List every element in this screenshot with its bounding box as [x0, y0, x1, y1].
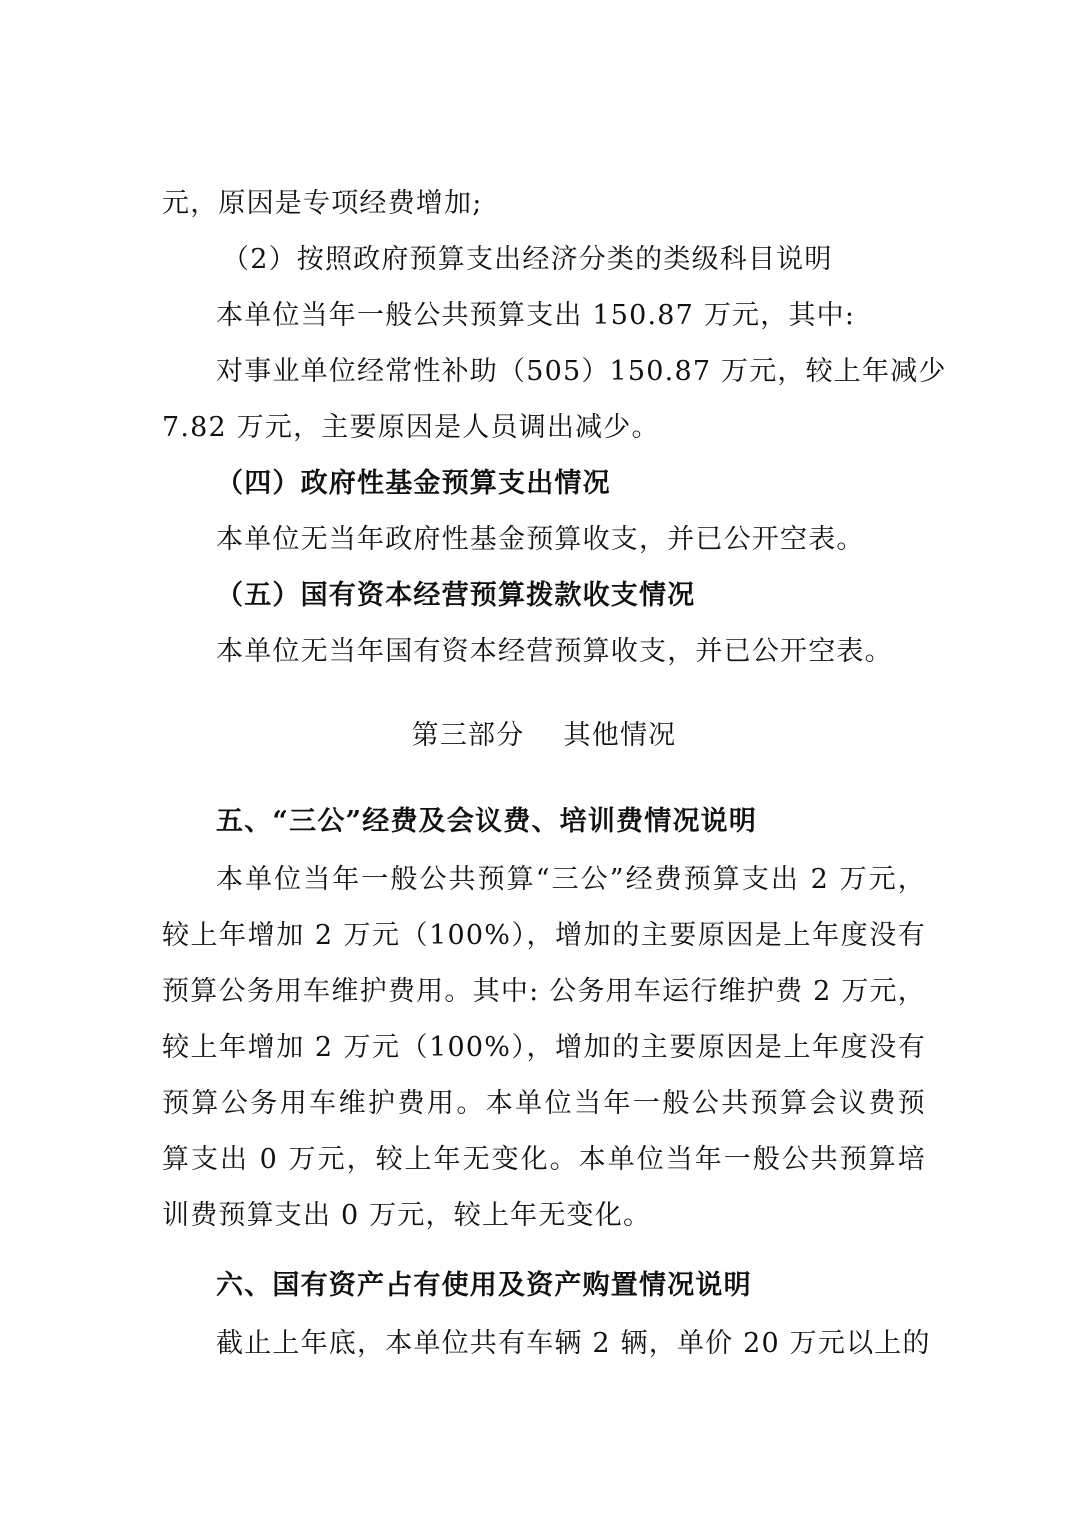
paragraph-line: 截止上年底，本单位共有车辆 2 辆，单价 20 万元以上的: [216, 1328, 931, 1359]
part-title: 第三部分 其他情况: [411, 720, 677, 751]
paragraph-line: 较上年增加 2 万元（100%），增加的主要原因是上年度没有: [162, 920, 926, 951]
paragraph-line: 对事业单位经常性补助（505）150.87 万元，较上年减少: [216, 356, 947, 387]
paragraph-line: 本单位无当年国有资本经营预算收支，并已公开空表。: [216, 636, 893, 667]
paragraph-line: 7.82 万元，主要原因是人员调出减少。: [162, 412, 660, 443]
paragraph-line: 预算公务用车维护费用。本单位当年一般公共预算会议费预: [162, 1088, 926, 1119]
paragraph-line: 元，原因是专项经费增加;: [162, 188, 483, 219]
subsection-heading: （2）按照政府预算支出经济分类的类级科目说明: [222, 244, 833, 275]
section-heading-six: 六、国有资产占有使用及资产购置情况说明: [216, 1270, 752, 1301]
section-heading-5: （五）国有资本经营预算拨款收支情况: [216, 580, 696, 611]
paragraph-line: 预算公务用车维护费用。其中: 公务用车运行维护费 2 万元，: [162, 976, 926, 1007]
paragraph-line: 本单位当年一般公共预算支出 150.87 万元，其中:: [216, 300, 856, 331]
paragraph-line: 算支出 0 万元，较上年无变化。本单位当年一般公共预算培: [162, 1144, 926, 1175]
paragraph-line: 较上年增加 2 万元（100%），增加的主要原因是上年度没有: [162, 1032, 926, 1063]
paragraph-line: 本单位当年一般公共预算“三公”经费预算支出 2 万元，: [216, 864, 926, 895]
section-heading-4: （四）政府性基金预算支出情况: [216, 468, 611, 499]
section-heading-five: 五、“三公”经费及会议费、培训费情况说明: [216, 806, 758, 837]
paragraph-line: 训费预算支出 0 万元，较上年无变化。: [162, 1200, 652, 1231]
paragraph-line: 本单位无当年政府性基金预算收支，并已公开空表。: [216, 524, 865, 555]
